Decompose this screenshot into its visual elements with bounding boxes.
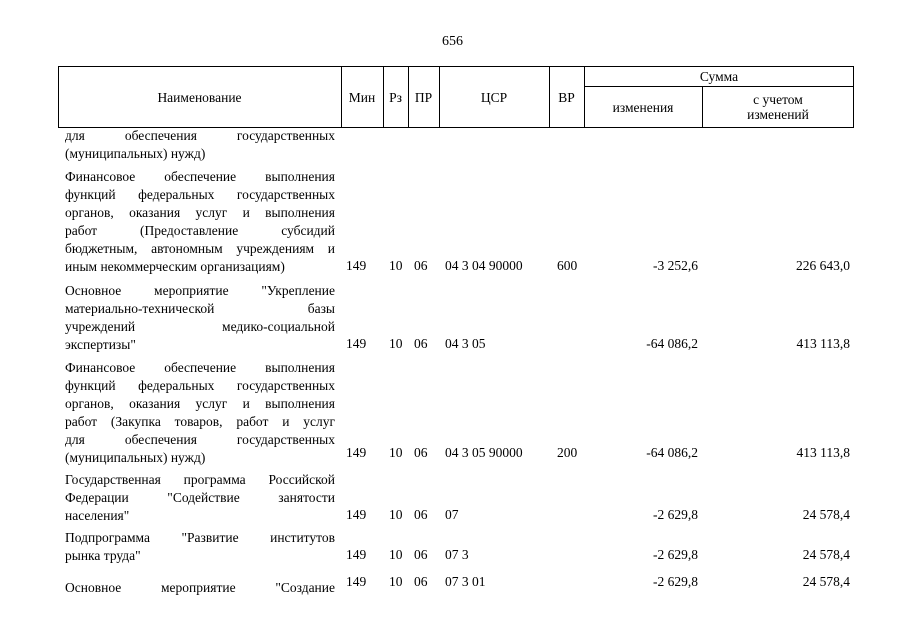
row-csr: 07 3 01 — [445, 574, 486, 589]
row-min: 149 — [346, 574, 367, 589]
row-csr: 04 3 05 90000 — [445, 445, 523, 460]
row-name — [65, 359, 335, 467]
row-rz: 10 — [389, 336, 403, 351]
col-header-with-changes — [702, 86, 854, 128]
row-csr: 07 3 — [445, 547, 469, 562]
row-csr: 04 3 04 90000 — [445, 258, 523, 273]
row-name — [65, 529, 335, 565]
col-header-min: Мин — [348, 89, 376, 105]
row-pr: 06 — [414, 445, 428, 460]
col-header-with-changes-line2: изменений — [747, 107, 809, 122]
row-name-line: учреждений медико-социальной — [65, 319, 335, 334]
col-header-pr: ПР — [414, 89, 433, 105]
row-name-line: населения" — [65, 508, 130, 523]
row-csr: 04 3 05 — [445, 336, 486, 351]
col-header-sum: Сумма — [699, 68, 739, 84]
row-name-line: (муниципальных) нужд) — [65, 146, 206, 161]
row-name-line: Государственная программа Российской — [65, 472, 335, 487]
row-name-line: (муниципальных) нужд) — [65, 450, 206, 465]
row-rz: 10 — [389, 507, 403, 522]
row-name-line: иным некоммерческим организациям) — [65, 259, 285, 274]
row-name-line: Подпрограмма "Развитие институтов — [65, 530, 335, 545]
col-header-with-changes-line1: с учетом — [753, 92, 803, 107]
row-name — [65, 168, 335, 276]
row-change: -2 629,8 — [653, 547, 698, 562]
row-total: 413 113,8 — [796, 445, 850, 460]
row-name — [65, 127, 335, 163]
row-csr: 07 — [445, 507, 459, 522]
row-name-line: Финансовое обеспечение выполнения — [65, 169, 335, 184]
row-change: -64 086,2 — [646, 445, 698, 460]
row-min: 149 — [346, 258, 367, 273]
row-total: 24 578,4 — [802, 507, 850, 522]
row-name-line: рынка труда" — [65, 548, 141, 563]
row-name-line: Основное мероприятие "Укрепление — [65, 283, 335, 298]
col-header-name: Наименование — [157, 89, 242, 105]
page-number: 656 — [442, 34, 463, 49]
row-name-line: Федерации "Содействие занятости — [65, 490, 335, 505]
row-total: 413 113,8 — [796, 336, 850, 351]
table-header — [58, 66, 854, 128]
row-min: 149 — [346, 336, 367, 351]
row-name — [65, 579, 335, 597]
row-pr: 06 — [414, 547, 428, 562]
row-rz: 10 — [389, 258, 403, 273]
row-pr: 06 — [414, 574, 428, 589]
row-total: 24 578,4 — [802, 574, 850, 589]
row-name — [65, 282, 335, 354]
row-name-line: работ (Предоставление субсидий — [65, 223, 335, 238]
row-rz: 10 — [389, 547, 403, 562]
row-pr: 06 — [414, 258, 428, 273]
col-header-changes: изменения — [612, 99, 674, 115]
row-name-line: бюджетным, автономным учреждениям и — [65, 241, 335, 256]
row-min: 149 — [346, 507, 367, 522]
row-name-line: для обеспечения государственных — [65, 432, 335, 447]
row-rz: 10 — [389, 445, 403, 460]
col-header-rz: Рз — [389, 89, 402, 105]
row-name-line: функций федеральных государственных — [65, 187, 335, 202]
row-change: -2 629,8 — [653, 507, 698, 522]
row-min: 149 — [346, 445, 367, 460]
row-pr: 06 — [414, 507, 428, 522]
row-name-line: органов, оказания услуг и выполнения — [65, 205, 335, 220]
row-name-line: Основное мероприятие "Создание — [65, 580, 335, 595]
row-name-line: для обеспечения государственных — [65, 128, 335, 143]
row-name-line: органов, оказания услуг и выполнения — [65, 396, 335, 411]
row-rz: 10 — [389, 574, 403, 589]
row-min: 149 — [346, 547, 367, 562]
row-name-line: материально-технической базы — [65, 301, 335, 316]
col-header-vr: ВР — [558, 89, 575, 105]
row-name-line: Финансовое обеспечение выполнения — [65, 360, 335, 375]
row-total: 24 578,4 — [802, 547, 850, 562]
row-total: 226 643,0 — [796, 258, 850, 273]
row-pr: 06 — [414, 336, 428, 351]
row-vr: 600 — [557, 258, 578, 273]
row-change: -64 086,2 — [646, 336, 698, 351]
col-header-csr: ЦСР — [480, 89, 508, 105]
row-name-line: экспертизы" — [65, 337, 136, 352]
row-name — [65, 471, 335, 525]
row-name-line: функций федеральных государственных — [65, 378, 335, 393]
row-change: -3 252,6 — [653, 258, 698, 273]
row-vr: 200 — [557, 445, 578, 460]
row-name-line: работ (Закупка товаров, работ и услуг — [65, 414, 335, 429]
row-change: -2 629,8 — [653, 574, 698, 589]
